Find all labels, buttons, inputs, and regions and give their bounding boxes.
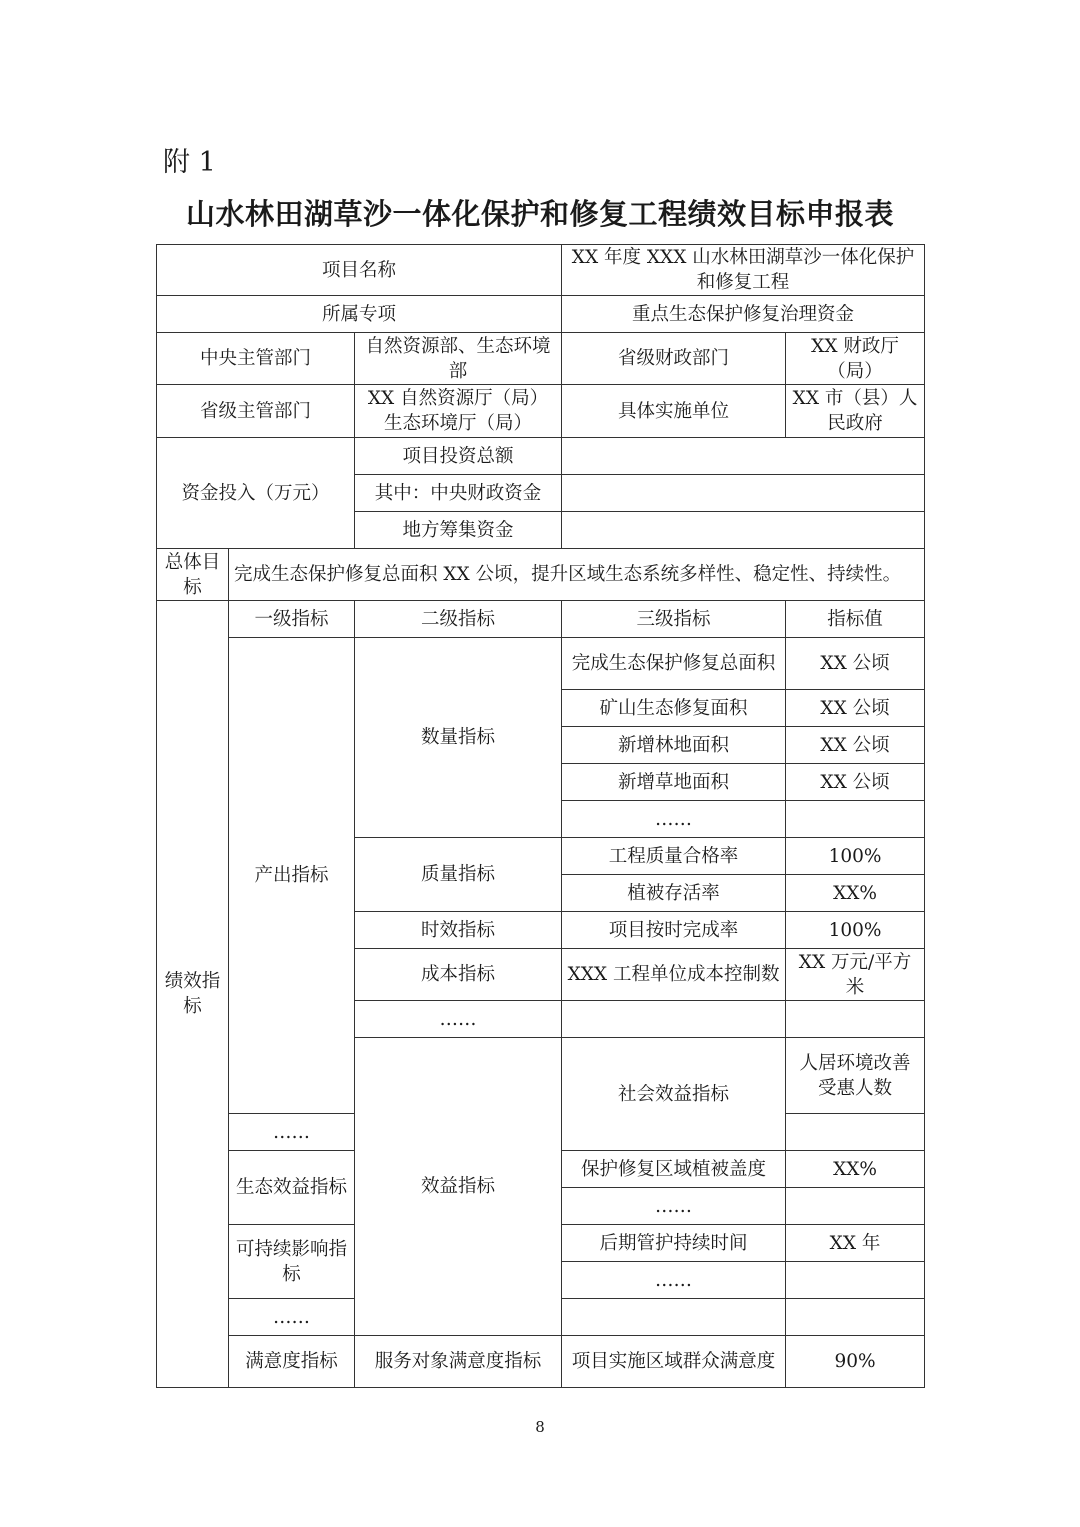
level2-ellipsis: …… [229,1299,355,1336]
table-row [157,385,925,438]
page-number: 8 [535,1418,545,1436]
indicator-value: 100% [786,912,925,949]
indicator-name: XXX 工程单位成本控制数 [562,949,786,1001]
funds-total-value [562,438,925,475]
indicator-value: XX% [786,1151,925,1188]
table-row [157,438,925,475]
prov-dept-label: 省级主管部门 [157,385,355,438]
sustain-indicator: 可持续影响指标 [229,1225,355,1299]
indicator-value [786,1262,925,1299]
indicator-name: …… [562,801,786,838]
indicator-name: 新增林地面积 [562,727,786,764]
impl-unit-value: XX 市（县）人民政府 [786,385,925,438]
quantity-indicator: 数量指标 [355,638,562,838]
special-value: 重点生态保护修复治理资金 [562,296,925,333]
indicator-value [786,1114,925,1151]
indicator-value: XX 年 [786,1225,925,1262]
funds-central-label: 其中：中央财政资金 [355,475,562,512]
prov-finance-value: XX 财政厅（局） [786,333,925,385]
indicator-value: XX 公顷 [786,764,925,801]
indicator-name: 工程质量合格率 [562,838,786,875]
goal-label: 总体目标 [157,549,229,601]
indicator-value: XX 公顷 [786,727,925,764]
indicator-name [562,1299,786,1336]
indicator-name: 人居环境改善受惠人数 [786,1038,925,1114]
table-row [157,245,925,296]
funds-central-value [562,475,925,512]
benefit-indicator: 效益指标 [355,1038,562,1336]
indicator-value [786,1188,925,1225]
document-title: 山水林田湖草沙一体化保护和修复工程绩效目标申报表 [185,197,894,231]
table-row [157,1336,925,1388]
goal-value: 完成生态保护修复总面积 XX 公顷，提升区域生态系统多样性、稳定性、持续性。 [229,549,925,601]
central-dept-label: 中央主管部门 [157,333,355,385]
funds-local-value [562,512,925,549]
satisfaction-indicator: 满意度指标 [229,1336,355,1388]
prov-finance-label: 省级财政部门 [562,333,786,385]
indicator-name: 植被存活率 [562,875,786,912]
indicator-value: XX 万元/平方米 [786,949,925,1001]
indicator-name: …… [562,1262,786,1299]
performance-target-form [156,244,925,1388]
quality-indicator: 质量指标 [355,838,562,912]
indicator-value: 90% [786,1336,925,1388]
col-header-level2: 二级指标 [355,601,562,638]
indicator-value [786,801,925,838]
social-benefit-indicator: 社会效益指标 [562,1038,786,1151]
indicator-name: …… [562,1188,786,1225]
indicator-value: 100% [786,838,925,875]
table-row [157,601,925,638]
cost-indicator: 成本指标 [355,949,562,1001]
indicator-name [562,1001,786,1038]
indicator-name: 后期管护持续时间 [562,1225,786,1262]
indicator-value: XX% [786,875,925,912]
col-header-level1: 一级指标 [229,601,355,638]
indicator-value [786,1299,925,1336]
indicator-name: 项目按时完成率 [562,912,786,949]
impl-unit-label: 具体实施单位 [562,385,786,438]
indicator-value [786,1001,925,1038]
timeliness-indicator: 时效指标 [355,912,562,949]
eco-benefit-indicator: 生态效益指标 [229,1151,355,1225]
attachment-label: 附 1 [163,147,216,178]
funds-label: 资金投入（万元） [157,438,355,549]
indicator-value: XX 公顷 [786,638,925,690]
indicator-value: XX 公顷 [786,690,925,727]
indicator-name: 保护修复区域植被盖度 [562,1151,786,1188]
table-row [157,638,925,690]
indicator-name: …… [229,1114,355,1151]
funds-local-label: 地方筹集资金 [355,512,562,549]
output-indicator: 产出指标 [229,638,355,1114]
indicator-name: 新增草地面积 [562,764,786,801]
prov-dept-value: XX 自然资源厅（局）生态环境厅（局） [355,385,562,438]
service-satisfaction-indicator: 服务对象满意度指标 [355,1336,562,1388]
table-row [157,333,925,385]
col-header-value: 指标值 [786,601,925,638]
col-header-level3: 三级指标 [562,601,786,638]
central-dept-value: 自然资源部、生态环境部 [355,333,562,385]
special-label: 所属专项 [157,296,562,333]
project-name-label: 项目名称 [157,245,562,296]
indicator-name: 项目实施区域群众满意度 [562,1336,786,1388]
indicators-label: 绩效指标 [157,601,229,1388]
indicator-name: 完成生态保护修复总面积 [562,638,786,690]
indicator-name: 矿山生态修复面积 [562,690,786,727]
table-row [157,549,925,601]
funds-total-label: 项目投资总额 [355,438,562,475]
level2-ellipsis: …… [355,1001,562,1038]
table-row [157,296,925,333]
project-name-value: XX 年度 XXX 山水林田湖草沙一体化保护和修复工程 [562,245,925,296]
